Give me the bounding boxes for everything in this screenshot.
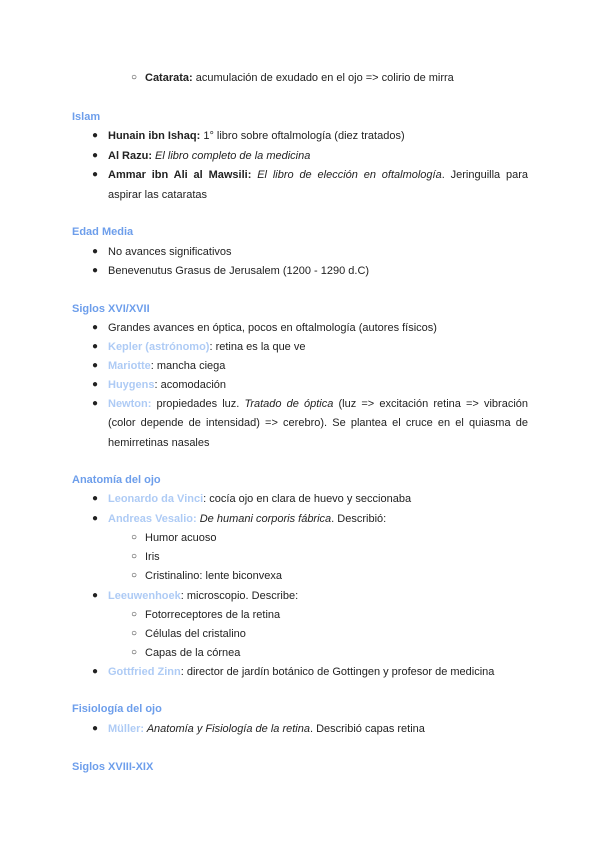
circle-bullet-icon: ○: [130, 647, 138, 658]
circle-bullet-icon: ○: [130, 628, 138, 639]
bullet-icon: ●: [91, 398, 99, 409]
bullet-icon: ●: [91, 169, 99, 180]
bullet-icon: ●: [91, 246, 99, 257]
bullet-icon: ●: [91, 723, 99, 734]
section-heading-islam: Islam: [72, 111, 101, 123]
bullet-icon: ●: [91, 666, 99, 677]
section-heading-siglos-xviii-xix: Siglos XVIII-XIX: [72, 761, 154, 773]
circle-bullet-icon: ○: [130, 532, 138, 543]
bullet-icon: ●: [91, 322, 99, 333]
circle-bullet-icon: ○: [130, 570, 138, 581]
section-heading-anatomia: Anatomía del ojo: [72, 474, 161, 486]
bullet-icon: ●: [91, 150, 99, 161]
bullet-icon: ●: [91, 130, 99, 141]
section-heading-fisiologia: Fisiología del ojo: [72, 703, 162, 715]
bullet-icon: ●: [91, 265, 99, 276]
circle-bullet-icon: ○: [130, 609, 138, 620]
bullet-icon: ●: [91, 493, 99, 504]
bullet-icon: ●: [91, 590, 99, 601]
circle-bullet-icon: ○: [130, 551, 138, 562]
bullet-icon: ●: [91, 341, 99, 352]
document-page: ○ Catarata: acumulación de exudado en el ojo => colirio de mirra Islam ● Hunain ibn Ishaq: 1° libro sobre oftalmología (diez tratados) ● Al Razu: El libro completo de la medicina ● Ammar ibn Ali al Mawsili: El libro de elección en oftalmología. Jeringuilla para aspirar las cataratas Edad Media ● No avances significativos ● Benevenutus Grasus de Jerusalem (1200 - 1290 d.C) Siglos XVI/XVII ● Grandes avances en óptica, pocos en oftalmología (autores físicos) ● Kepler (astrónomo): retina es la que ve ● Mariotte: mancha ciega ● Huygens: acomodación ● Newton: propiedades luz. Tratado de óptica (luz => excitación retina => vibración (color depende de intensidad) => cerebro). Se plantea el cruce en el quiasma de hemirretinas nasales Anatomía del ojo ● Leonardo da Vinci: cocía ojo en clara de huevo y seccionaba ● Andreas Vesalio: De humani corporis fábrica. Describió: ○ Humor acuoso ○ Iris ○ Cristinalino: lente biconvexa ● Leeuwenhoek: microscopio. Describe: ○ Fotorreceptores de la retina ○ Células del cristalino ○ Capas de la córnea ● Gottfried Zinn: director de jardín botánico de Gottingen y profesor de medicina Fisiología del ojo ● Müller: Anatomía y Fisiología de la retina. Describió capas retina Siglos XVIII-XIX: [72, 72, 528, 773]
circle-bullet-icon: ○: [130, 72, 138, 83]
bullet-icon: ●: [91, 360, 99, 371]
bullet-icon: ●: [91, 513, 99, 524]
section-heading-siglos-xvi-xvii: Siglos XVI/XVII: [72, 303, 150, 315]
bullet-icon: ●: [91, 379, 99, 390]
section-heading-edad-media: Edad Media: [72, 226, 134, 238]
